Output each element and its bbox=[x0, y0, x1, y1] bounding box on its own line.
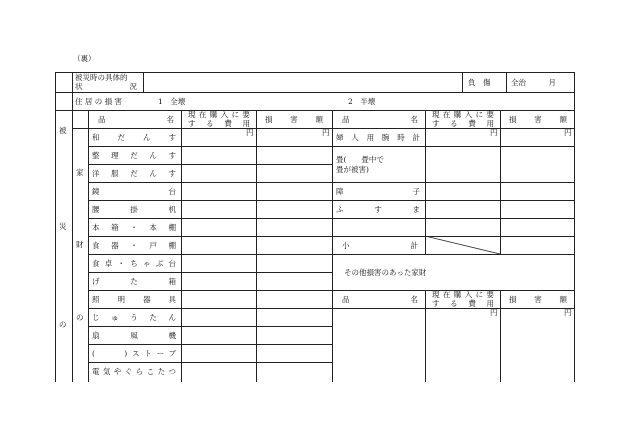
row-line bbox=[88, 236, 574, 237]
column-header-damage: 損 害 額 bbox=[265, 115, 323, 124]
side-label-char: 災 bbox=[59, 222, 67, 231]
tatami-label-line2: 畳が被害) bbox=[336, 165, 369, 174]
form-right-border bbox=[574, 72, 575, 382]
row-line bbox=[88, 254, 574, 255]
situation-label-line1: 被災時の具体的 bbox=[75, 73, 128, 82]
option-total-collapse: 1 全壊 bbox=[158, 97, 186, 106]
subtotal-diagonal bbox=[425, 236, 501, 254]
form-left-border bbox=[55, 72, 56, 382]
item-label: 照 明 器 具 bbox=[92, 295, 176, 304]
row-line bbox=[88, 182, 574, 183]
col-line bbox=[500, 290, 501, 382]
yen-unit: 円 bbox=[564, 128, 572, 137]
item-label: 腰 掛 机 bbox=[92, 205, 176, 214]
side-label-char: の bbox=[59, 320, 67, 329]
item-label: 扇 風 機 bbox=[92, 331, 176, 340]
row-line bbox=[88, 272, 332, 273]
col-line bbox=[256, 110, 257, 382]
sub-label-char: 財 bbox=[76, 240, 84, 249]
page-side-label: （裏） bbox=[73, 54, 96, 63]
row-line bbox=[88, 200, 574, 201]
injury-label: 負 傷 bbox=[468, 78, 491, 87]
item-label: 婦 人 用 腕 時 計 bbox=[336, 133, 420, 142]
other-damaged-goods-title: その他損害のあった家財 bbox=[344, 268, 427, 277]
side-label-char: 被 bbox=[59, 126, 67, 135]
row-line bbox=[88, 362, 332, 363]
row-line bbox=[55, 110, 574, 111]
yen-unit: 円 bbox=[490, 308, 498, 317]
row-line bbox=[88, 308, 574, 309]
subtotal-label: 小 計 bbox=[342, 241, 418, 250]
item-label: 洋 服 だ ん す bbox=[92, 169, 176, 178]
row-line bbox=[88, 326, 332, 327]
item-label: 食 器 ・ 戸 棚 bbox=[92, 241, 176, 250]
col-line bbox=[88, 110, 89, 382]
item-label: 鏡 台 bbox=[92, 187, 176, 196]
column-header-cost-line1: 現在購入に要 bbox=[432, 290, 494, 299]
col-line bbox=[332, 110, 333, 382]
item-label: 整 理 だ ん す bbox=[92, 151, 176, 160]
col-line bbox=[72, 110, 73, 382]
yen-unit: 円 bbox=[490, 128, 498, 137]
column-header-damage: 損 害 額 bbox=[509, 115, 567, 124]
column-header-damage: 損 害 額 bbox=[509, 295, 567, 304]
column-header-cost-line2: す る 費 用 bbox=[188, 119, 250, 128]
col-line bbox=[425, 110, 426, 254]
col-line bbox=[462, 72, 463, 92]
item-label: ( )ストーブ bbox=[92, 349, 176, 358]
yen-unit: 円 bbox=[246, 128, 254, 137]
column-header-cost-line1: 現在購入に要 bbox=[432, 110, 494, 119]
col-line bbox=[72, 72, 73, 110]
col-line bbox=[143, 72, 144, 92]
row-line bbox=[88, 290, 574, 291]
injury-value: 全治 月 bbox=[511, 78, 556, 87]
column-header-cost-line2: す る 費 用 bbox=[432, 299, 494, 308]
option-half-collapse: 2 半壊 bbox=[348, 97, 376, 106]
column-header-item: 品 名 bbox=[98, 115, 174, 124]
column-header-item: 品 名 bbox=[342, 115, 418, 124]
column-header-item: 品 名 bbox=[342, 295, 418, 304]
form-top-border bbox=[55, 72, 574, 73]
column-header-cost-line2: す る 費 用 bbox=[432, 119, 494, 128]
sub-label-char: 家 bbox=[76, 168, 84, 177]
col-line bbox=[181, 110, 182, 382]
col-line bbox=[506, 72, 507, 92]
col-line bbox=[500, 110, 501, 254]
item-label: げ た 箱 bbox=[92, 277, 176, 286]
item-label: ふ す ま bbox=[336, 205, 420, 214]
item-label: 電気やぐらこたつ bbox=[92, 367, 176, 376]
item-label: 障 子 bbox=[336, 187, 420, 196]
row-line bbox=[88, 146, 574, 147]
item-label: 本 箱 ・ 本 棚 bbox=[92, 223, 176, 232]
residence-damage-label: 住 居 の 損 害 bbox=[75, 97, 123, 106]
yen-unit: 円 bbox=[322, 128, 330, 137]
tatami-label-line1: 畳( 畳中で bbox=[336, 155, 384, 164]
item-label: 食卓・ちゃぶ台 bbox=[92, 259, 176, 268]
row-line bbox=[88, 344, 332, 345]
row-line bbox=[88, 218, 574, 219]
item-label: 和 だ ん す bbox=[92, 133, 176, 142]
col-line bbox=[425, 290, 426, 382]
sub-label-char: の bbox=[76, 313, 84, 322]
situation-label-line2: 状 況 bbox=[75, 82, 137, 91]
row-line bbox=[88, 164, 332, 165]
column-header-cost-line1: 現在購入に要 bbox=[188, 110, 250, 119]
yen-unit: 円 bbox=[564, 308, 572, 317]
row-line bbox=[55, 92, 574, 93]
item-label: じ ゅ う た ん bbox=[92, 313, 176, 322]
